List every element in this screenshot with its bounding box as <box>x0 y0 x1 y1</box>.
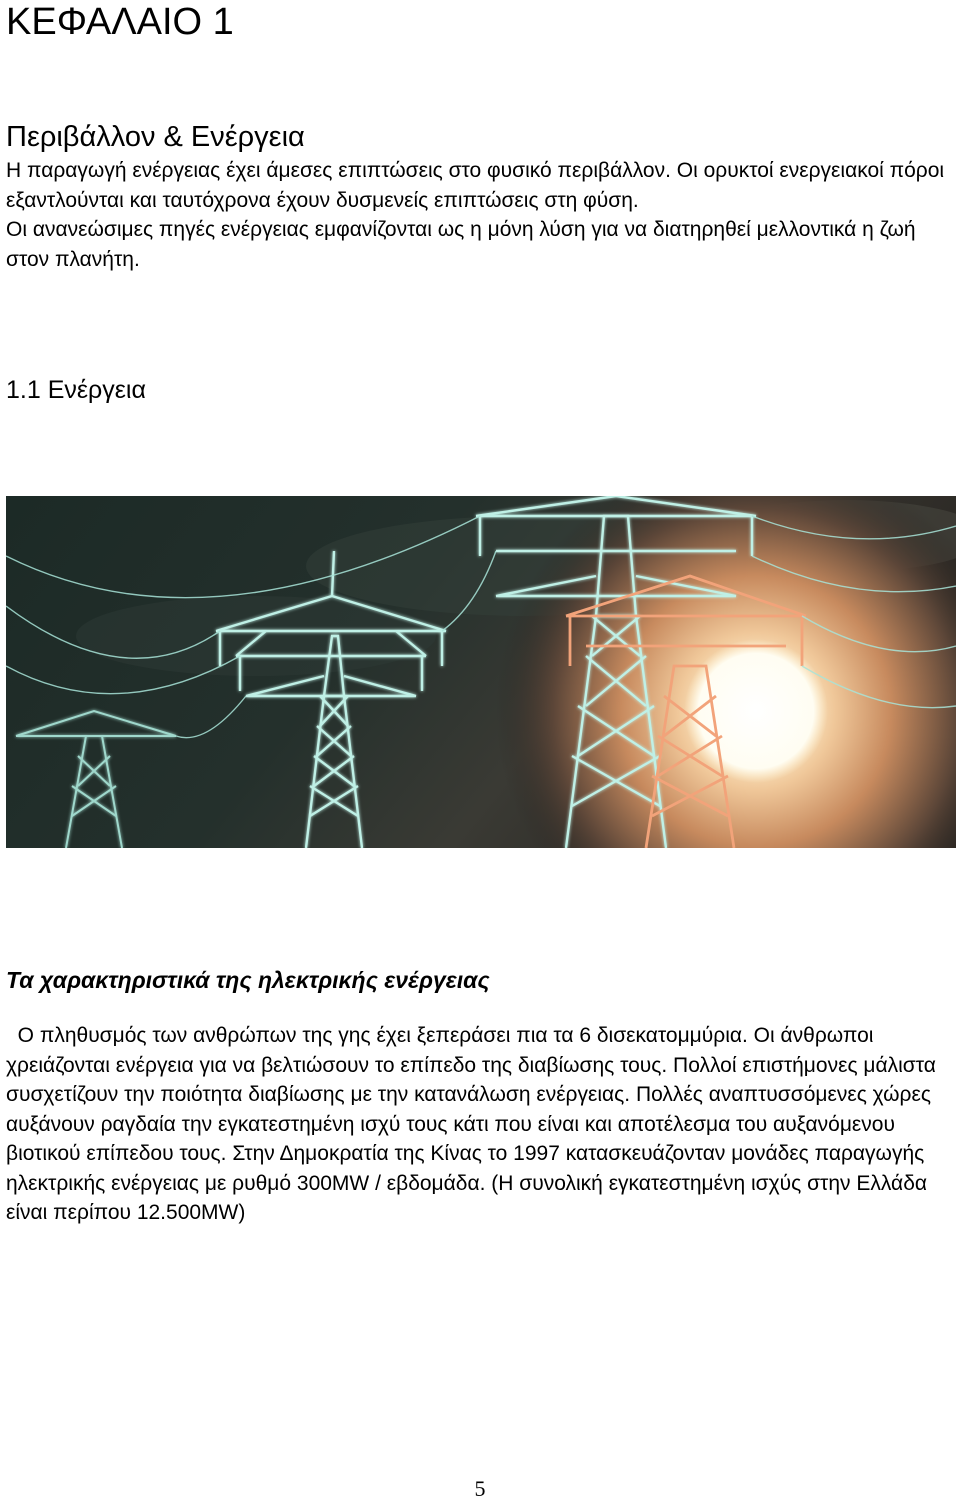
power-lines-sunset-photo <box>6 496 956 848</box>
characteristics-heading: Τα χαρακτηριστικά της ηλεκτρικής ενέργειας <box>6 967 490 993</box>
intro-paragraph-2: Οι ανανεώσιμες πηγές ενέργειας εμφανίζονται ως η μόνη λύση για να διατηρηθεί μελλοντικά η ζωή στον πλανήτη. <box>6 218 916 271</box>
photo-cloud <box>76 596 436 676</box>
page-number: 5 <box>474 1476 486 1501</box>
chapter-title: ΚΕΦΑΛΑΙΟ 1 <box>6 1 234 43</box>
intro-paragraph-1: Η παραγωγή ενέργειας έχει άμεσες επιπτώσεις στο φυσικό περιβάλλον. Οι ορυκτοί ενεργειακοί πόροι εξαντλούνται και ταυτόχρονα έχουν δυσμενείς επιπτώσεις στη φύση. <box>6 159 945 212</box>
section-title: Περιβάλλον & Ενέργεια <box>6 121 305 153</box>
subsection-title: 1.1 Ενέργεια <box>6 376 146 404</box>
photo-sun <box>684 639 828 783</box>
intro-text <box>6 156 946 274</box>
characteristics-paragraph: Ο πληθυσμός των ανθρώπων της γης έχει ξεπεράσει πια τα 6 δισεκατομμύρια. Οι άνθρωποι χρειάζονται ενέργεια για να βελτιώσουν το επίπεδο της διαβίωσης τους. Πολλοί επιστήμονες μάλιστα συσχετίζουν την ποιότητα διαβίωσης με την κατανάλωση ενέργειας. Πολλές αναπτυσσόμενες χώρες αυξάνουν ραγδαία την εγκατεστημένη ισχύ τους κάτι που είναι και αποτέλεσμα του αυξανόμενου βιοτικού επίπεδου τους. Στην Δημοκρατία της Κίνας το 1997 κατασκευάζονταν μονάδες παραγωγής ηλεκτρικής ενέργειας με ρυθμό 300MW / εβδομάδα. (Η συνολική εγκατεστημένη ισχύς στην Ελλάδα είναι περίπου 12.500MW) <box>6 1024 942 1224</box>
